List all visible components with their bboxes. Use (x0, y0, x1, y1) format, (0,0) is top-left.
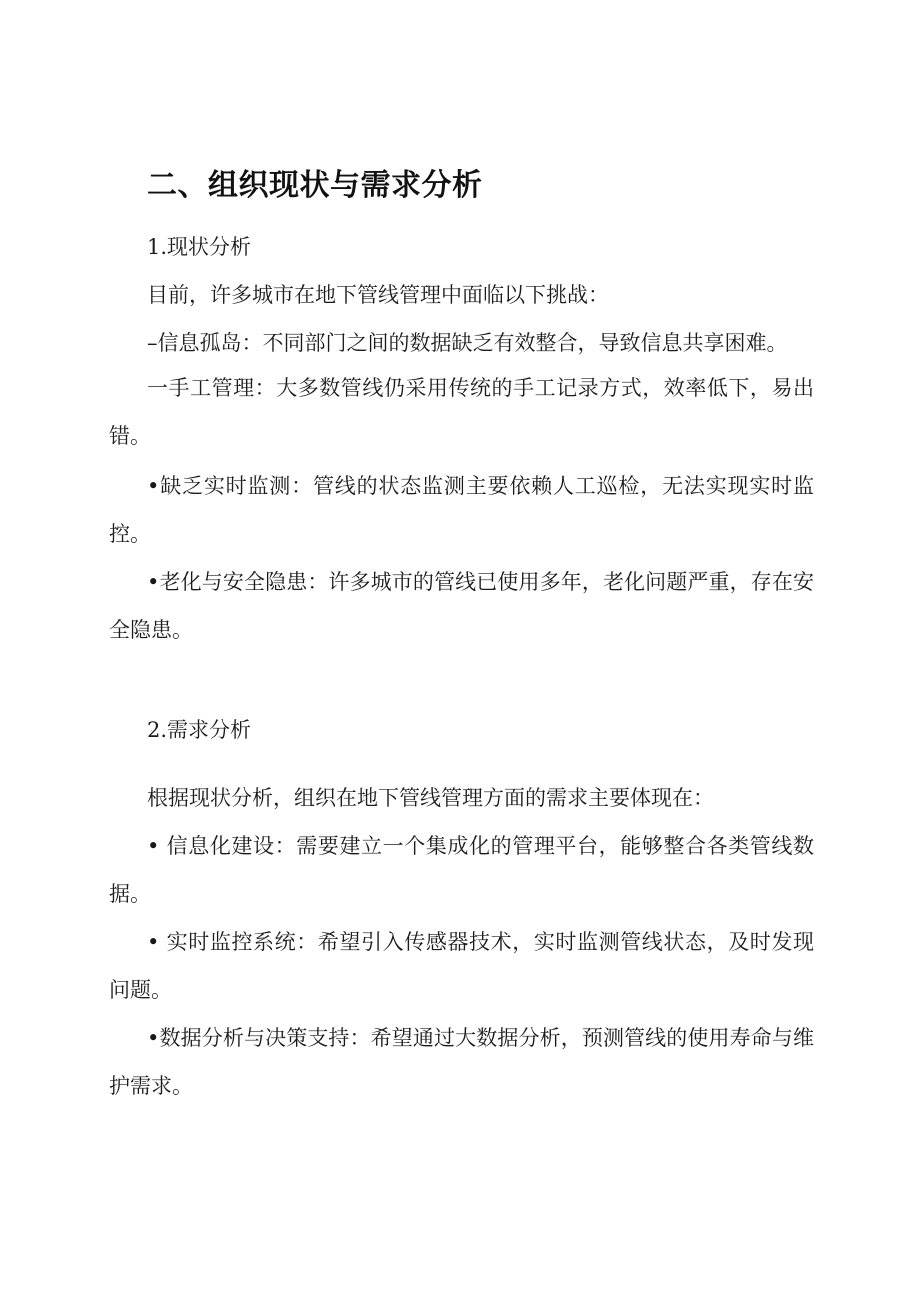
status-item-no-realtime-monitoring: •缺乏实时监测：管线的状态监测主要依赖人工巡检，无法实现实时监控。 (109, 474, 814, 546)
needs-item-realtime-system: • 实时监控系统：希望引入传感器技术，实时监测管线状态，及时发现问题。 (109, 930, 814, 1002)
status-item-manual-management: 一手工管理：大多数管线仍采用传统的手工记录方式，效率低下，易出错。 (109, 376, 814, 448)
status-analysis-heading: 1.现状分析 (147, 235, 252, 259)
section-title: 二、组织现状与需求分析 (147, 168, 483, 203)
needs-analysis-heading: 2.需求分析 (147, 718, 252, 742)
needs-item-informatization: • 信息化建设：需要建立一个集成化的管理平台，能够整合各类管线数据。 (109, 834, 814, 906)
needs-item-data-analysis: •数据分析与决策支持：希望通过大数据分析，预测管线的使用寿命与维护需求。 (109, 1026, 814, 1098)
needs-analysis-intro: 根据现状分析，组织在地下管线管理方面的需求主要体现在： (147, 786, 714, 810)
status-item-info-silo: –信息孤岛：不同部门之间的数据缺乏有效整合，导致信息共享困难。 (147, 331, 788, 355)
status-item-aging-safety: •老化与安全隐患：许多城市的管线已使用多年，老化问题严重，存在安全隐患。 (109, 570, 814, 642)
status-analysis-intro: 目前，许多城市在地下管线管理中面临以下挑战： (147, 283, 609, 307)
